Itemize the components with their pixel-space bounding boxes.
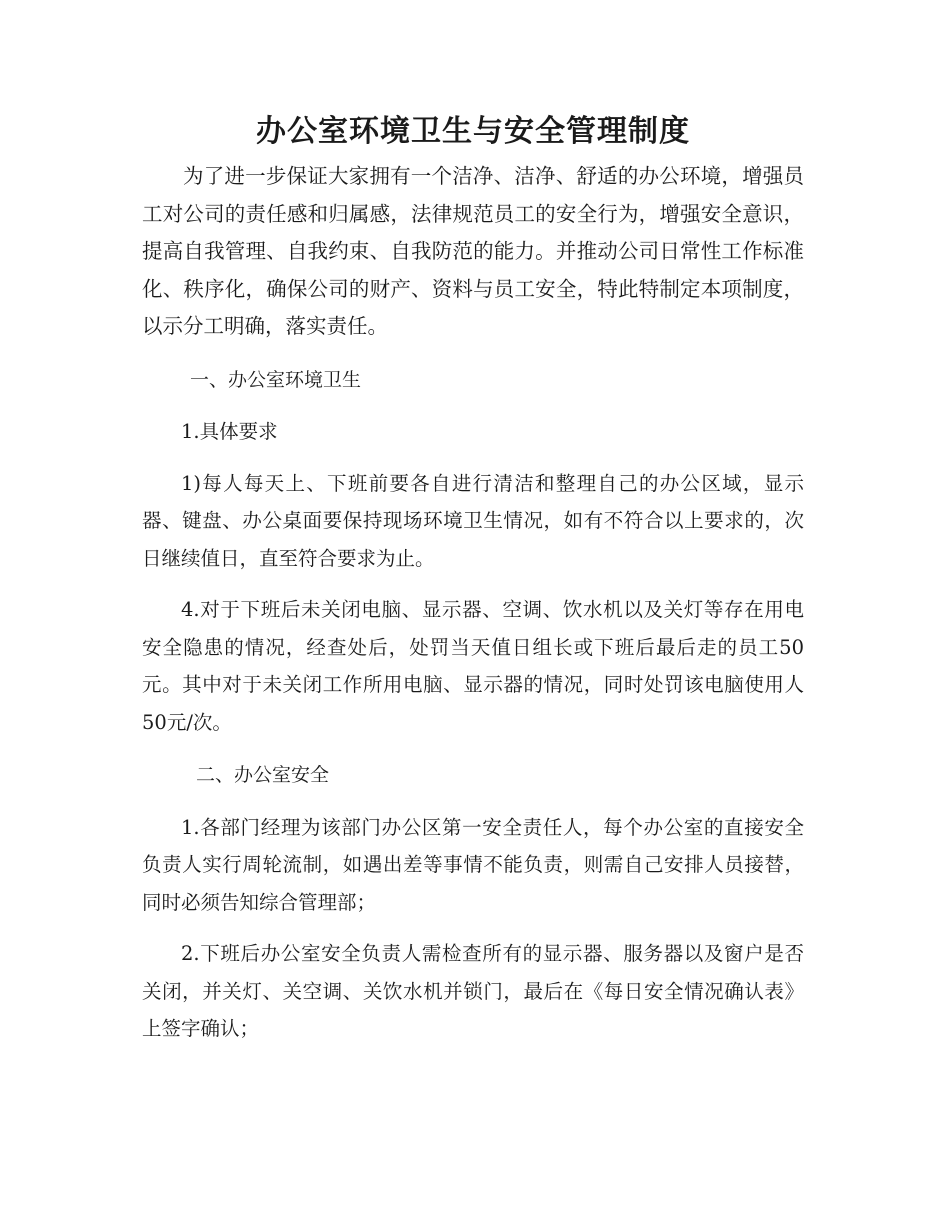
hygiene-item-1: 1)每人每天上、下班前要各自进行清洁和整理自己的办公区域，显示器、键盘、办公桌面要保持现场环境卫生情况，如有不符合以上要求的，次日继续值日，直至符合要求为止。 xyxy=(142,471,804,570)
document-page xyxy=(142,108,804,1048)
section-heading-safety: 二、办公室安全 xyxy=(196,764,330,786)
intro-paragraph: 为了进一步保证大家拥有一个洁净、洁净、舒适的办公环境，增强员工对公司的责任感和归属感，法律规范员工的安全行为，增强安全意识，提高自我管理、自我约束、自我防范的能力。并推动公司日常性工作标准化、秩序化，确保公司的财产、资料与员工安全，特此特制定本项制度，以示分工明确，落实责任。 xyxy=(142,164,804,338)
safety-item-1: 1.各部门经理为该部门办公区第一安全责任人，每个办公室的直接安全负责人实行周轮流制，如遇出差等事情不能负责，则需自己安排人员接替，同时必须告知综合管理部； xyxy=(142,815,804,914)
section-heading-hygiene: 一、办公室环境卫生 xyxy=(190,368,362,391)
sub-heading-requirements: 1.具体要求 xyxy=(181,420,278,443)
document-title: 办公室环境卫生与安全管理制度 xyxy=(256,114,690,149)
hygiene-item-4: 4.对于下班后未关闭电脑、显示器、空调、饮水机以及关灯等存在用电安全隐患的情况，经查处后，处罚当天值日组长或下班后最后走的员工50元。其中对于未关闭工作所用电脑、显示器的情况，同时处罚该电脑使用人50元/次。 xyxy=(142,598,804,734)
safety-item-2: 2.下班后办公室安全负责人需检查所有的显示器、服务器以及窗户是否关闭，并关灯、关空调、关饮水机并锁门，最后在《每日安全情况确认表》上签字确认； xyxy=(142,942,804,1040)
